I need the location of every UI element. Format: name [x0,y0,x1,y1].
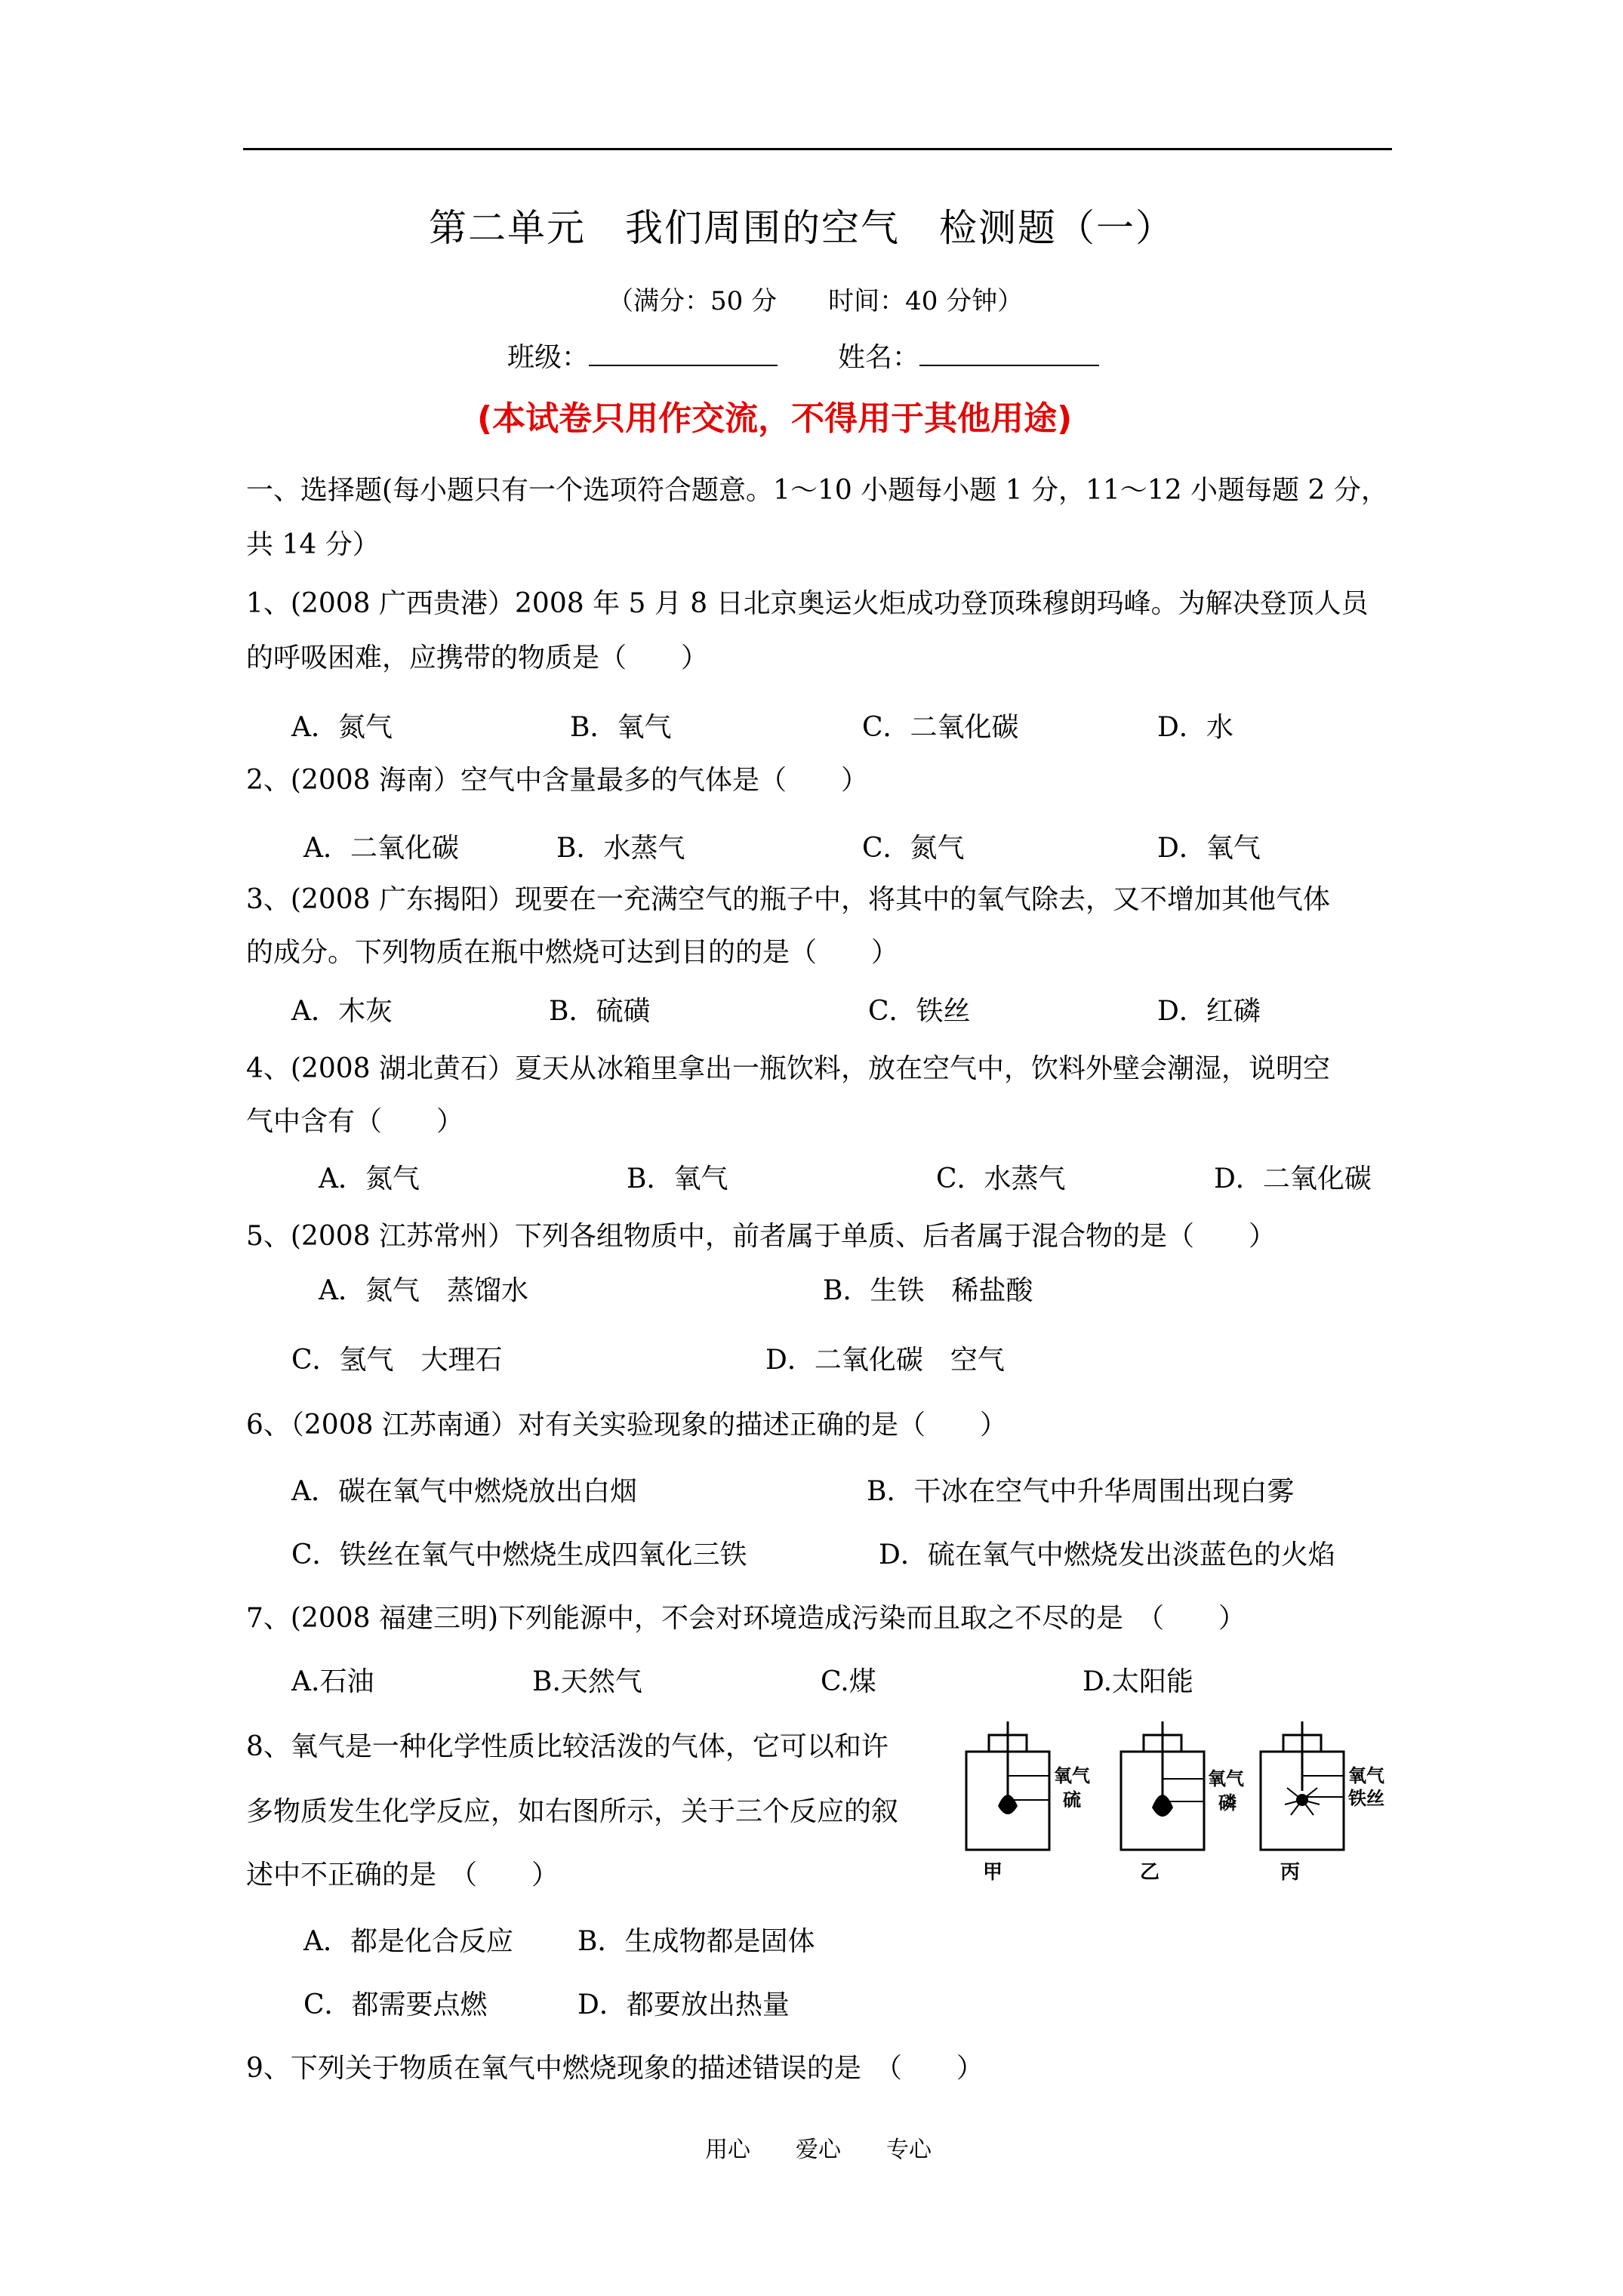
page-title: 第二单元 我们周围的空气 检测题（一） [429,206,1175,250]
q1-stem-line1: 1、(2008 广西贵港）2008 年 5 月 8 日北京奥运火炬成功登顶珠穆朗玛峰。为解决登顶人员 [246,588,1369,619]
exam-meta: （满分：50 分 时间：40 分钟） [608,286,1024,316]
q8-option-c: C．都需要点燃 [303,1989,488,2020]
q3-option-b: B．硫磺 [549,996,651,1027]
usage-notice: (本试卷只用作交流，不得用于其他用途) [477,399,1073,438]
q7-option-d: D.太阳能 [1083,1666,1194,1697]
q1-option-d: D．水 [1157,712,1233,743]
q3-stem-line1: 3、(2008 广东揭阳）现要在一充满空气的瓶子中，将其中的氧气除去，又不增加其他气体 [246,884,1331,915]
q8-stem-line1: 8、氧气是一种化学性质比较活泼的气体，它可以和许 [246,1731,888,1762]
q4-option-b: B．氧气 [627,1163,728,1194]
q4-option-a: A．氮气 [319,1163,420,1194]
q3-option-c: C．铁丝 [868,996,971,1027]
q6-option-d: D．硫在氧气中燃烧发出淡蓝色的火焰 [879,1539,1335,1570]
q5-stem: 5、(2008 江苏常州）下列各组物质中，前者属于单质、后者属于混合物的是（ ） [246,1221,1277,1252]
q6-option-b: B．干冰在空气中升华周围出现白雾 [867,1476,1295,1507]
jar-bing-label-reagent: 铁丝 [1348,1788,1384,1809]
q3-option-d: D．红磷 [1157,996,1261,1027]
q7-stem: 7、(2008 福建三明)下列能源中，不会对环境造成污染而且取之不尽的是 （ ） [246,1603,1246,1634]
name-field [838,341,1099,374]
jar-bing-caption: 丙 [1280,1861,1301,1881]
q8-option-d: D．都要放出热量 [577,1989,790,2020]
q3-stem-line2: 的成分。下列物质在瓶中燃烧可达到目的的是（ ） [246,937,899,968]
class-label: 班级： [507,342,590,373]
combustion-jars-figure [936,1715,1404,1881]
q4-stem-line2: 气中含有（ ） [246,1106,464,1137]
jar-yi-label-oxygen: 氧气 [1208,1768,1244,1789]
q5-option-d: D．二氧化碳 空气 [765,1345,1005,1376]
q4-option-d: D．二氧化碳 [1214,1163,1372,1194]
q1-option-a: A．氮气 [291,712,393,743]
q8-stem-line3: 述中不正确的是 （ ） [246,1860,559,1891]
page-footer: 用心 爱心 专心 [705,2137,932,2163]
q9-stem: 9、下列关于物质在氧气中燃烧现象的描述错误的是 （ ） [246,2053,984,2084]
q5-option-c: C．氢气 大理石 [291,1345,503,1376]
jar-jia-label-oxygen: 氧气 [1054,1765,1090,1786]
q7-option-c: C.煤 [821,1666,876,1697]
jar-yi-label-reagent: 磷 [1218,1792,1236,1814]
q5-option-b: B．生铁 稀盐酸 [823,1275,1033,1306]
jar-jia [966,1721,1090,1881]
q7-option-b: B.天然气 [532,1666,642,1697]
q6-option-a: A．碳在氧气中燃烧放出白烟 [291,1476,637,1507]
q3-option-a: A．木灰 [291,996,393,1027]
class-field [507,341,778,374]
jar-yi [1121,1721,1244,1881]
q2-option-d: D．氧气 [1157,833,1261,864]
header-rule [243,148,1392,150]
q1-option-b: B．氧气 [570,712,672,743]
section-heading-line2: 共 14 分） [246,529,380,560]
jar-jia-label-reagent: 硫 [1063,1789,1081,1811]
q8-option-b: B．生成物都是固体 [577,1926,815,1957]
name-label: 姓名： [838,342,920,373]
jar-bing [1261,1721,1384,1881]
q1-stem-line2: 的呼吸困难，应携带的物质是（ ） [246,643,709,673]
name-blank [919,342,1099,366]
q6-stem: 6、（2008 江苏南通）对有关实验现象的描述正确的是（ ） [246,1410,1007,1441]
q5-option-a: A．氮气 蒸馏水 [319,1275,528,1306]
jar-yi-caption: 乙 [1140,1861,1160,1881]
class-blank [589,342,778,366]
q2-option-c: C．氮气 [862,833,965,864]
jar-bing-label-oxygen: 氧气 [1348,1765,1384,1786]
q6-option-c: C．铁丝在氧气中燃烧生成四氧化三铁 [291,1539,747,1570]
q8-option-a: A．都是化合反应 [303,1926,513,1957]
q7-option-a: A.石油 [291,1666,374,1697]
q8-stem-line2: 多物质发生化学反应，如右图所示，关于三个反应的叙 [246,1796,899,1827]
q4-stem-line1: 4、(2008 湖北黄石）夏天从冰箱里拿出一瓶饮料，放在空气中，饮料外壁会潮湿，说明空 [246,1053,1331,1084]
section-heading-line1: 一、选择题(每小题只有一个选项符合题意。1～10 小题每小题 1 分，11～12 小题每题 2 分， [246,475,1388,506]
jar-jia-caption: 甲 [983,1861,1003,1881]
q2-option-a: A．二氧化碳 [303,833,459,864]
q2-option-b: B．水蒸气 [556,833,685,864]
q1-option-c: C．二氧化碳 [862,712,1019,743]
q4-option-c: C．水蒸气 [936,1163,1066,1194]
q2-stem: 2、(2008 海南）空气中含量最多的气体是（ ） [246,765,869,796]
